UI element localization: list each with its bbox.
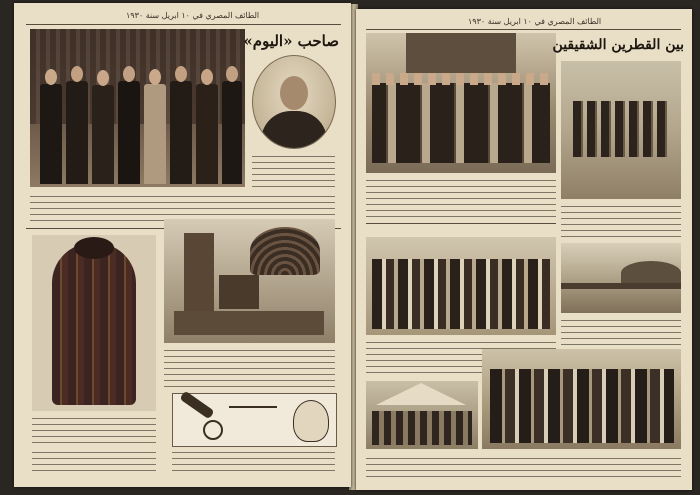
landscape-photo <box>561 243 681 313</box>
embroidered-robe-photo <box>32 235 156 411</box>
left-running-header: الطائف المصري في ١٠ ابريل سنة ١٩٣٠ <box>126 11 260 20</box>
cartoon-caption-text <box>172 449 335 471</box>
robe-caption-text <box>32 415 156 445</box>
street-group-photo <box>366 237 556 335</box>
oval-portrait-photo <box>252 55 336 149</box>
crown-caption-text <box>164 347 335 389</box>
left-headline: صاحب «اليوم» <box>243 32 339 50</box>
tent-camp-photo <box>366 381 478 449</box>
section-rule <box>366 223 556 224</box>
outdoor-group-photo <box>561 61 681 199</box>
landscape-caption-text <box>561 317 681 345</box>
right-page <box>356 9 692 490</box>
delegation-group-photo <box>366 33 556 173</box>
delegation-caption-text <box>366 177 556 219</box>
right-headline: بين القطرين الشقيقين <box>552 37 684 53</box>
header-rule <box>26 24 341 25</box>
cartoon-panel <box>172 393 337 447</box>
header-rule <box>366 29 681 30</box>
group-portrait-photo <box>30 29 245 187</box>
bottom-article-text <box>366 455 681 481</box>
field-caption-text <box>561 203 681 239</box>
portrait-caption-text <box>252 153 335 191</box>
left-page <box>14 3 351 487</box>
crown-and-canopy-photo <box>164 219 335 343</box>
officials-group-photo <box>482 349 681 449</box>
right-running-header: الطائف المصري في ١٠ ابريل سنة ١٩٣٠ <box>468 17 602 26</box>
bottom-left-text <box>32 449 156 471</box>
